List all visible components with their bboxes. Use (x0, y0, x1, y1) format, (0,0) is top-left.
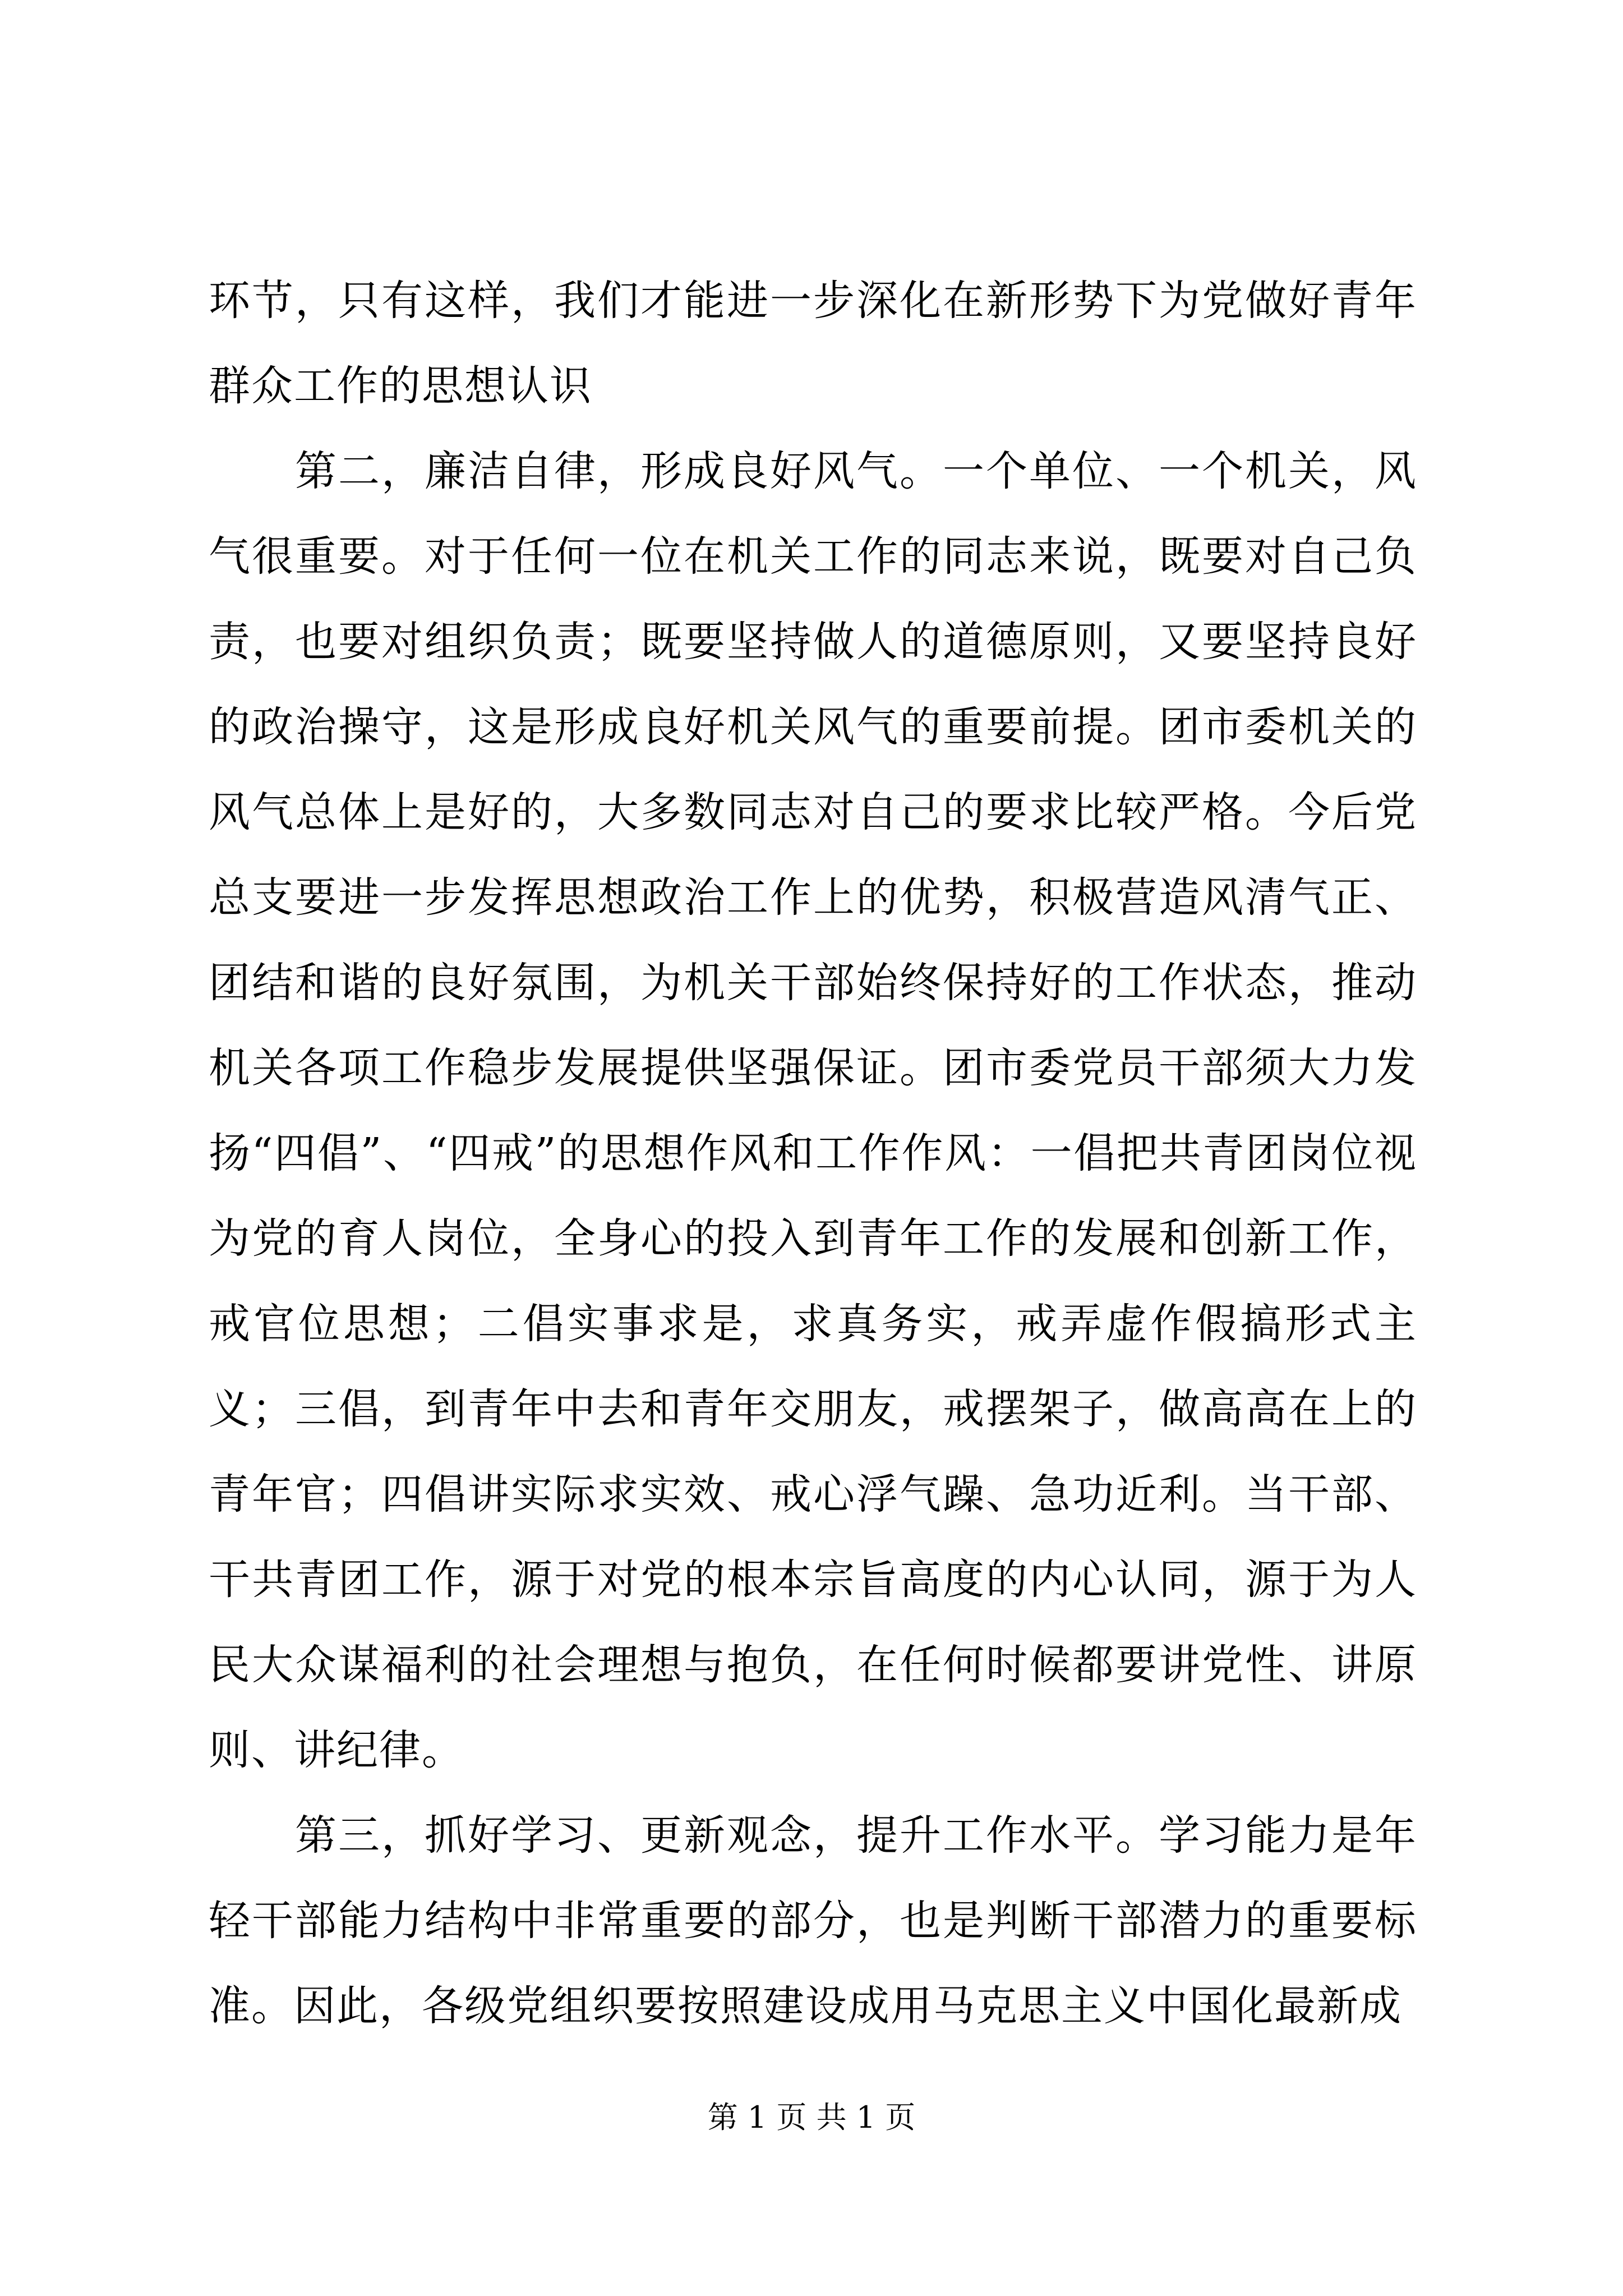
page-footer: 第 1 页 共 1 页 (707, 2100, 916, 2135)
document-body (209, 258, 1417, 2049)
paragraph-continuation: 环节，只有这样，我们才能进一步深化在新形势下为党做好青年群众工作的思想认识 (209, 277, 1417, 410)
paragraph-third-point: 第三，抓好学习、更新观念，提升工作水平。学习能力是年轻干部能力结构中非常重要的部分，也是判断干部潜力的重要标准。因此，各级党组织要按照建设成用马克思主义中国化最新成 (209, 1811, 1417, 2030)
paragraph-second-point: 第二，廉洁自律，形成良好风气。一个单位、一个机关，风气很重要。对于任何一位在机关工作的同志来说，既要对自己负责，也要对组织负责；既要坚持做人的道德原则，又要坚持良好的政治操守，这是形成良好机关风气的重要前提。团市委机关的风气总体上是好的，大多数同志对自己的要求比较严格。今后党总支要进一步发挥思想政治工作上的优势，积极营造风清气正、团结和谐的良好氛围，为机关干部始终保持好的工作状态，推动机关各项工作稳步发展提供坚强保证。团市委党员干部须大力发扬“四倡”、“四戒”的思想作风和工作作风：一倡把共青团岗位视为党的育人岗位，全身心的投入到青年工作的发展和创新工作，戒官位思想；二倡实事求是，求真务实，戒弄虚作假搞形式主义；三倡，到青年中去和青年交朋友，戒摆架子，做高高在上的青年官；四倡讲实际求实效、戒心浮气躁、急功近利。当干部、干共青团工作，源于对党的根本宗旨高度的内心认同，源于为人民大众谋福利的社会理想与抱负，在任何时候都要讲党性、讲原则、讲纪律。 (209, 447, 1417, 1774)
